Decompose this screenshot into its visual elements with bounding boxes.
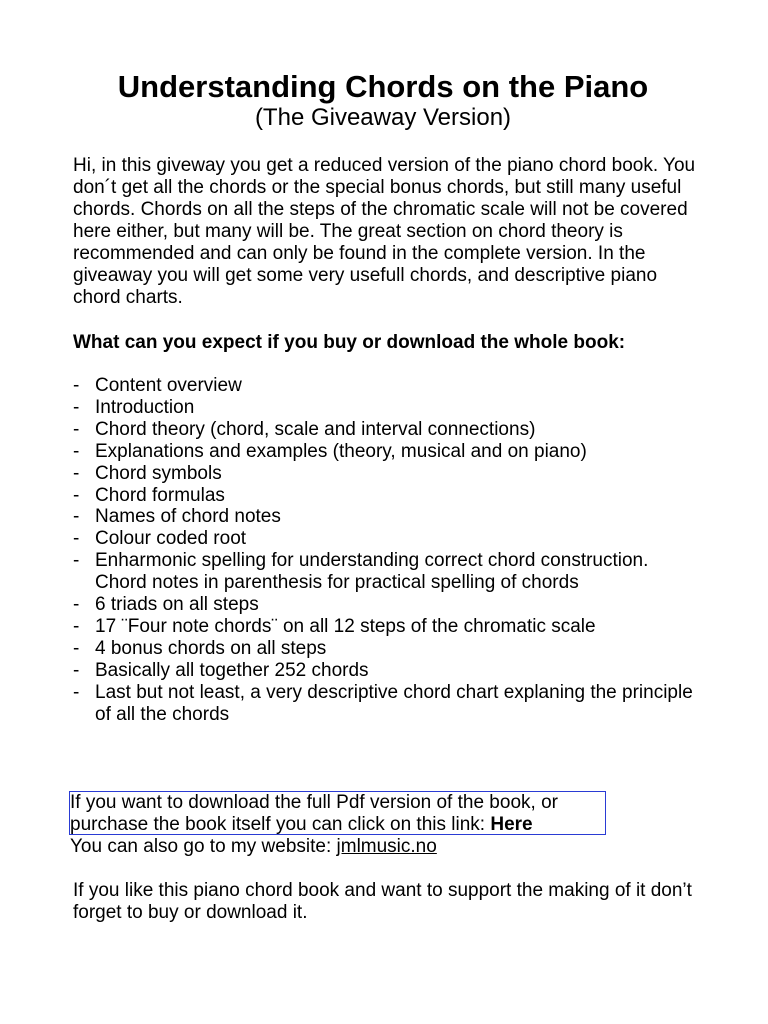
list-item-text: 4 bonus chords on all steps xyxy=(95,637,327,659)
list-item xyxy=(73,463,698,485)
list-item xyxy=(73,528,698,550)
list-item xyxy=(73,375,698,397)
list-item-text: Content overview xyxy=(95,375,242,396)
list-item xyxy=(73,682,698,726)
list-item-text: Enharmonic spelling for understanding correct chord construction. Chord notes in parenthesis for practical spelling of chords xyxy=(95,550,649,594)
download-text: If you want to download the full Pdf version of the book, or purchase the book itself you can click on this link: xyxy=(70,792,558,835)
bullet-dash: - xyxy=(73,418,80,440)
list-item xyxy=(73,550,698,594)
intro-paragraph: Hi, in this giveway you get a reduced version of the piano chord book. You don´t get all the chords or the special bonus chords, but still many useful chords. Chords on all the steps of the chromatic scale will not be covered here either, but many will be. The great section on chord theory is recommended and can only be found in the complete version. In the giveaway you will get some very usefull chords, and descriptive piano chord charts. xyxy=(73,155,696,308)
list-item xyxy=(73,594,698,616)
here-link[interactable]: Here xyxy=(490,814,533,835)
bullet-dash: - xyxy=(73,659,80,681)
list-item-text: Explanations and examples (theory, musical and on piano) xyxy=(95,440,587,462)
website-link[interactable]: jmlmusic.no xyxy=(336,836,437,857)
bullet-dash: - xyxy=(73,615,80,637)
bullet-dash: - xyxy=(73,528,80,550)
list-item xyxy=(73,441,698,463)
list-item xyxy=(73,660,698,682)
list-item-text: Introduction xyxy=(95,396,195,418)
list-item xyxy=(73,616,698,638)
list-item-text: Last but not least, a very descriptive chord chart explaning the principle of all the chords xyxy=(95,681,693,725)
feature-list xyxy=(73,375,698,726)
website-paragraph xyxy=(70,836,670,858)
list-item xyxy=(73,638,698,660)
bullet-dash: - xyxy=(73,594,80,616)
list-item-text: Chord formulas xyxy=(95,484,225,506)
website-text: You can also go to my website: xyxy=(70,836,337,857)
bullet-dash: - xyxy=(73,462,80,484)
section-heading: What can you expect if you buy or download the whole book: xyxy=(73,332,626,353)
bullet-dash: - xyxy=(73,550,80,572)
page-title: Understanding Chords on the Piano xyxy=(117,69,649,104)
list-item-text: Names of chord notes xyxy=(95,506,281,528)
bullet-dash: - xyxy=(73,440,80,462)
list-item-text: Basically all together 252 chords xyxy=(95,659,369,681)
list-item-text: 6 triads on all steps xyxy=(95,594,259,616)
list-item xyxy=(73,506,698,528)
support-paragraph: If you like this piano chord book and want to support the making of it don’t forget to buy or download it. xyxy=(73,880,692,923)
bullet-dash: - xyxy=(73,681,80,703)
download-paragraph xyxy=(70,792,630,836)
list-item-text: Chord symbols xyxy=(95,462,222,484)
bullet-dash: - xyxy=(73,375,80,396)
bullet-dash: - xyxy=(73,396,80,418)
bullet-dash: - xyxy=(73,637,80,659)
page-subtitle: (The Giveaway Version) xyxy=(254,104,512,131)
list-item xyxy=(73,397,698,419)
list-item-text: 17 ¨Four note chords¨ on all 12 steps of the chromatic scale xyxy=(95,615,596,637)
list-item xyxy=(73,485,698,507)
list-item-text: Chord theory (chord, scale and interval connections) xyxy=(95,418,536,440)
list-item xyxy=(73,419,698,441)
bullet-dash: - xyxy=(73,506,80,528)
list-item-text: Colour coded root xyxy=(95,528,247,550)
bullet-dash: - xyxy=(73,484,80,506)
